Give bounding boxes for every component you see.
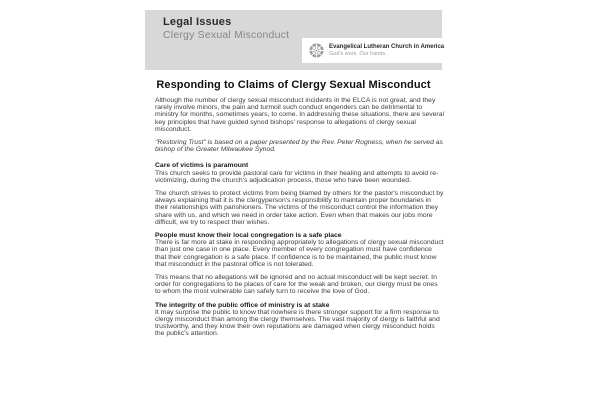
- logo-tagline: God's work. Our hands.: [329, 50, 387, 57]
- elca-logo: [302, 38, 445, 63]
- section-paragraph: This means that no allegations will be ignored and no actual misconduct will be kept secret. In order for congregations to be places of care for the weak and broken, our clergy must be ones to whom the most vulnerable can safely turn to receive the love of God.: [155, 274, 438, 296]
- section-paragraph: The church strives to protect victims from being blamed by others for the pastor's misconduct by always explaining that it is the clergyperson's responsibility to maintain proper boundaries in their relationships with parishioners. The victims of the misconduct control the information they share with us, and which we need in order take action. Even when that makes our jobs more difficult, we try to respect their wishes.: [155, 190, 444, 226]
- intro-paragraph: Although the number of clergy sexual misconduct incidents in the ELCA is not great, and they rarely involve minors, the pain and turmoil such conduct engenders can be detrimental to ministry for months, sometimes years, to come. In addressing these situations, there are several key principles that have guided synod bishops' response to allegations of clergy sexual misconduct.: [155, 97, 444, 133]
- elca-rosette-cross-icon: [308, 42, 325, 59]
- header-band: [145, 10, 445, 70]
- article-body: [155, 97, 445, 344]
- header-topic: Clergy Sexual Misconduct: [163, 29, 290, 41]
- section-paragraph: There is far more at stake in responding appropriately to allegations of clergy sexual misconduct than just one case in one place. Every member of every congregation must have confidence that their congregation is a safe place. If confidence is to be maintained, the public must know that misconduct in the pastoral office is not tolerated.: [155, 239, 444, 268]
- section-paragraph: It may surprise the public to know that nowhere is there stronger support for a firm response to clergy misconduct than among the clergy themselves. The vast majority of clergy is faithful and trustworthy, and they know their own reputations are damaged when clergy misconduct holds the public's attention.: [155, 308, 440, 338]
- attribution-paragraph: "Restoring Trust" is based on a paper presented by the Rev. Peter Rogness, when he served as bishop of the Greater Milwaukee Synod.: [155, 139, 443, 154]
- section-heading-integrity-of-office: The integrity of the public office of ministry is at stake: [155, 301, 330, 309]
- section-heading-safe-place: People must know their local congregation is a safe place: [155, 232, 342, 240]
- logo-text-block: [329, 44, 444, 58]
- section-paragraph: This church seeks to provide pastoral care for victims in their healing and attempts to avoid re-victimizing, during the church's adjudication process, those who have been wounded.: [155, 169, 439, 184]
- header-category: Legal Issues: [163, 16, 232, 28]
- section-heading-care-of-victims: Care of victims is paramount: [155, 162, 249, 170]
- logo-org-name: Evangelical Lutheran Church in America: [329, 43, 445, 50]
- article-title: Responding to Claims of Clergy Sexual Misconduct: [156, 79, 431, 91]
